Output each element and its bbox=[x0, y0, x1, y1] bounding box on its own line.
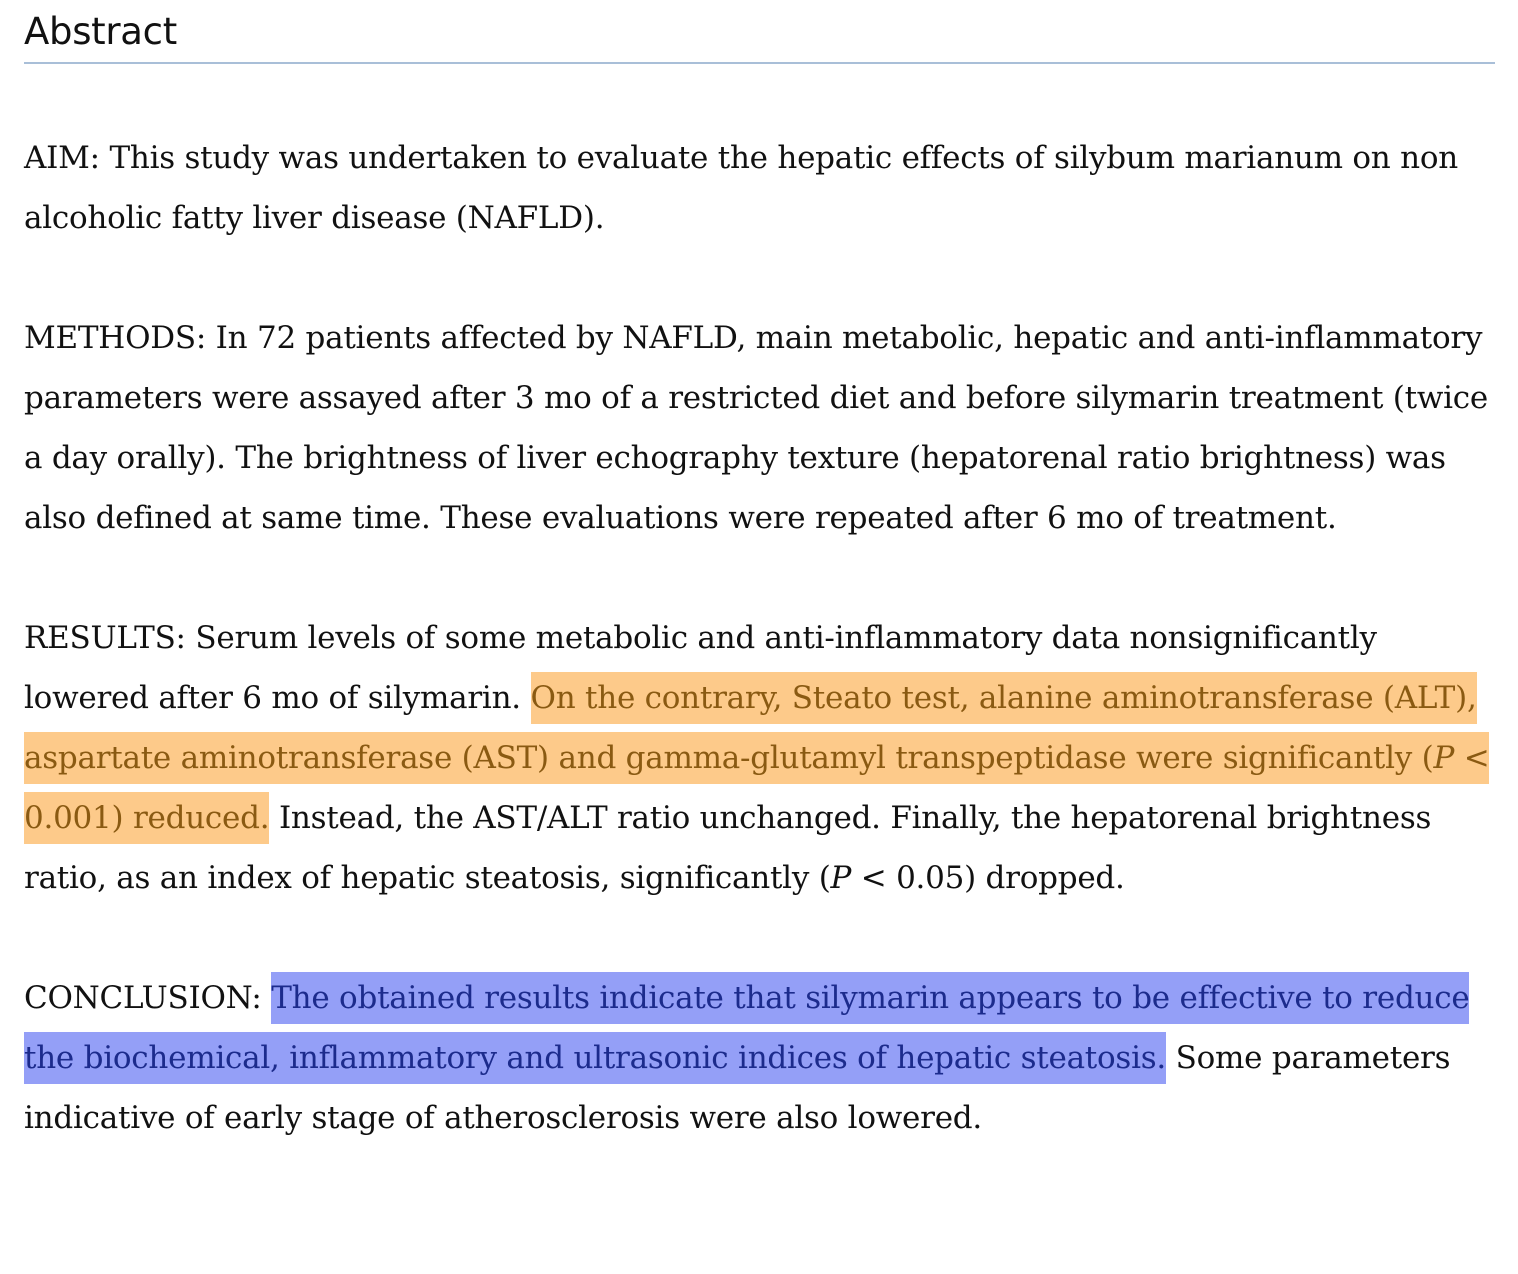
results-highlight-part2: < 0.001) reduced. bbox=[24, 740, 1490, 836]
results-label: RESULTS: bbox=[24, 620, 186, 656]
abstract-section bbox=[24, 0, 1495, 1148]
methods-label: METHODS: bbox=[24, 320, 207, 356]
results-highlight-p: P bbox=[1433, 740, 1455, 776]
results-text-after-1: Instead, the AST/ALT ratio unchanged. Finally, the hepatorenal brightness ratio, as an index of hepatic steatosis, significantly ( bbox=[24, 800, 1432, 896]
conclusion-paragraph bbox=[24, 968, 1495, 1148]
methods-text: In 72 patients affected by NAFLD, main metabolic, hepatic and anti-inflammatory parameters were assayed after 3 mo of a restricted diet and before silymarin treatment (twice a day orally). The brightness of liver echography texture (hepatorenal ratio brightness) was also defined at same time. These evaluations were repeated after 6 mo of treatment. bbox=[24, 320, 1488, 536]
results-text-after-2: < 0.05) dropped. bbox=[851, 860, 1125, 896]
aim-label: AIM: bbox=[24, 140, 100, 176]
results-text-before: Serum levels of some metabolic and anti-inflammatory data nonsignificantly lowered after 6 mo of silymarin. bbox=[24, 620, 1377, 716]
aim-text: This study was undertaken to evaluate the hepatic effects of silybum marianum on non alcoholic fatty liver disease (NAFLD). bbox=[24, 140, 1458, 236]
methods-paragraph bbox=[24, 308, 1495, 548]
conclusion-label: CONCLUSION: bbox=[24, 980, 262, 1016]
results-paragraph bbox=[24, 608, 1495, 908]
results-after-p: P bbox=[830, 860, 852, 896]
aim-paragraph bbox=[24, 128, 1495, 248]
conclusion-highlight[interactable]: The obtained results indicate that silymarin appears to be effective to reduce the biochemical, inflammatory and ultrasonic indices of hepatic steatosis. bbox=[24, 972, 1469, 1084]
abstract-heading: Abstract bbox=[24, 0, 1495, 64]
conclusion-text-after: Some parameters indicative of early stage of atherosclerosis were also lowered. bbox=[24, 1040, 1451, 1136]
results-highlight-part1: On the contrary, Steato test, alanine aminotransferase (ALT), aspartate aminotransferase (AST) and gamma-glutamyl transpeptidase were significantly ( bbox=[24, 680, 1477, 776]
